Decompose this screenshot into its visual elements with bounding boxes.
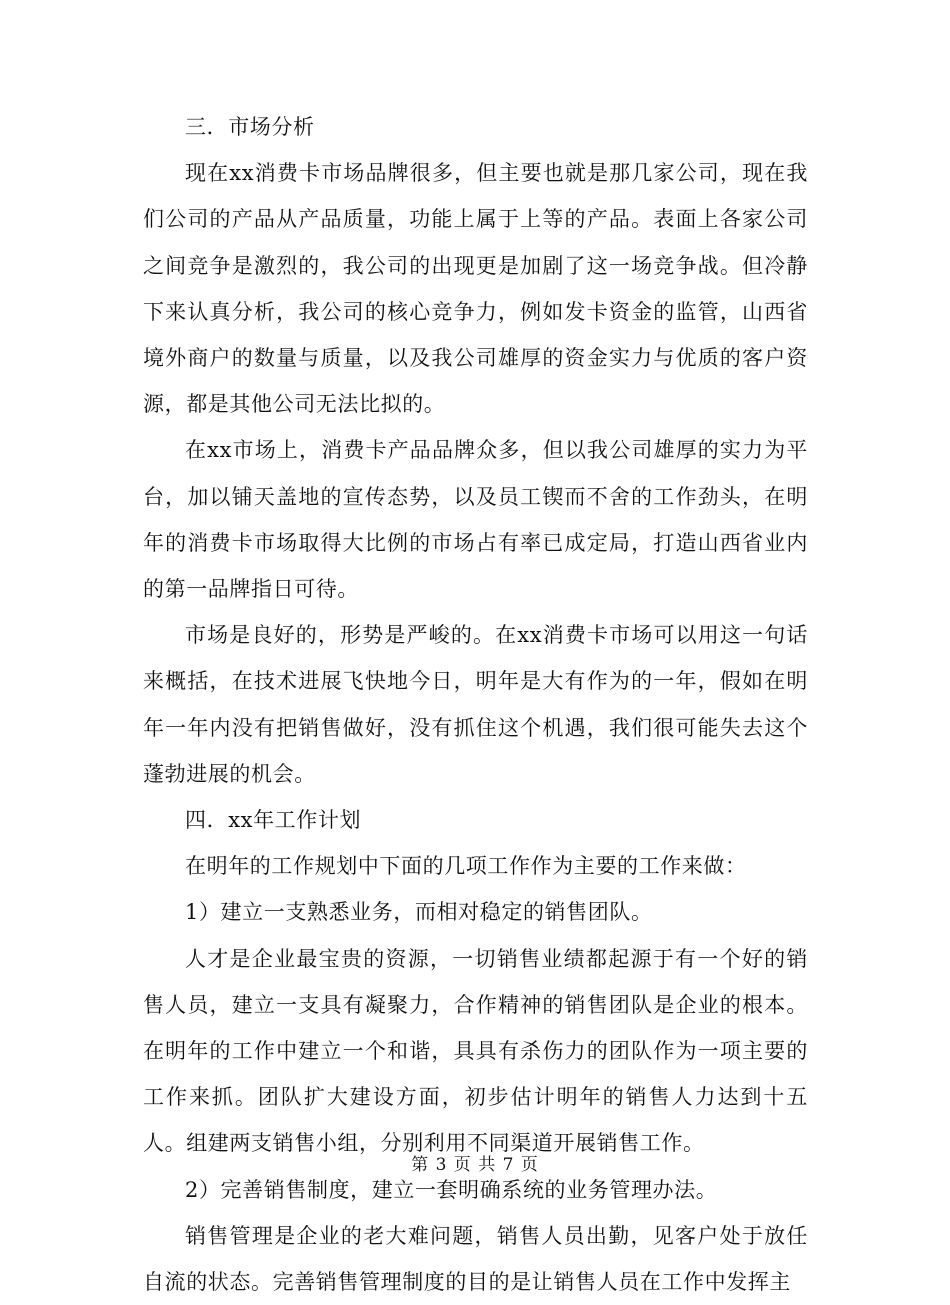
paragraph-sales-management: 销售管理是企业的老大难问题，销售人员出勤，见客户处于放任自流的状态。完善销售管理制度的目的是让销售人员在工作中发挥主 (143, 1223, 808, 1295)
paragraph-market-outlook: 市场是良好的，形势是严峻的。在xx消费卡市场可以用这一句话来概括，在技术进展飞快地今日，明年是大有作为的一年，假如在明年一年内没有把销售做好，没有抓住这个机遇，我们很可能失去这个蓬勃进展的机会。 (143, 623, 808, 786)
document-body (143, 104, 808, 1305)
section-heading-work-plan: 四．xx年工作计划 (185, 808, 362, 833)
list-item-sales-system: 2）完善销售制度，建立一套明确系统的业务管理办法。 (185, 1177, 718, 1202)
page-number-footer: 第 3 页 共 7 页 (411, 1155, 539, 1175)
paragraph-market-position: 在xx市场上，消费卡产品品牌众多，但以我公司雄厚的实力为平台，加以铺天盖地的宣传态势，以及员工锲而不舍的工作劲头，在明年的消费卡市场取得大比例的市场占有率已成定局，打造山西省业内的第一品牌指日可待。 (143, 438, 808, 602)
paragraph-team-building: 人才是企业最宝贵的资源，一切销售业绩都起源于有一个好的销售人员，建立一支具有凝聚力，合作精神的销售团队是企业的根本。在明年的工作中建立一个和谐，具具有杀伤力的团队作为一项主要的工作来抓。团队扩大建设方面，初步估计明年的销售人力达到十五人。组建两支销售小组，分别利用不同渠道开展销售工作。 (143, 946, 808, 1156)
paragraph-plan-intro: 在明年的工作规划中下面的几项工作作为主要的工作来做： (185, 854, 747, 879)
list-item-sales-team: 1）建立一支熟悉业务，而相对稳定的销售团队。 (185, 900, 653, 925)
paragraph-market-overview: 现在xx消费卡市场品牌很多，但主要也就是那几家公司，现在我们公司的产品从产品质量，功能上属于上等的产品。表面上各家公司之间竞争是激烈的，我公司的出现更是加剧了这一场竞争战。但冷静下来认真分析，我公司的核心竞争力，例如发卡资金的监管，山西省境外商户的数量与质量，以及我公司雄厚的资金实力与优质的客户资源，都是其他公司无法比拟的。 (143, 161, 808, 417)
section-heading-market-analysis: 三．市场分析 (185, 115, 315, 139)
